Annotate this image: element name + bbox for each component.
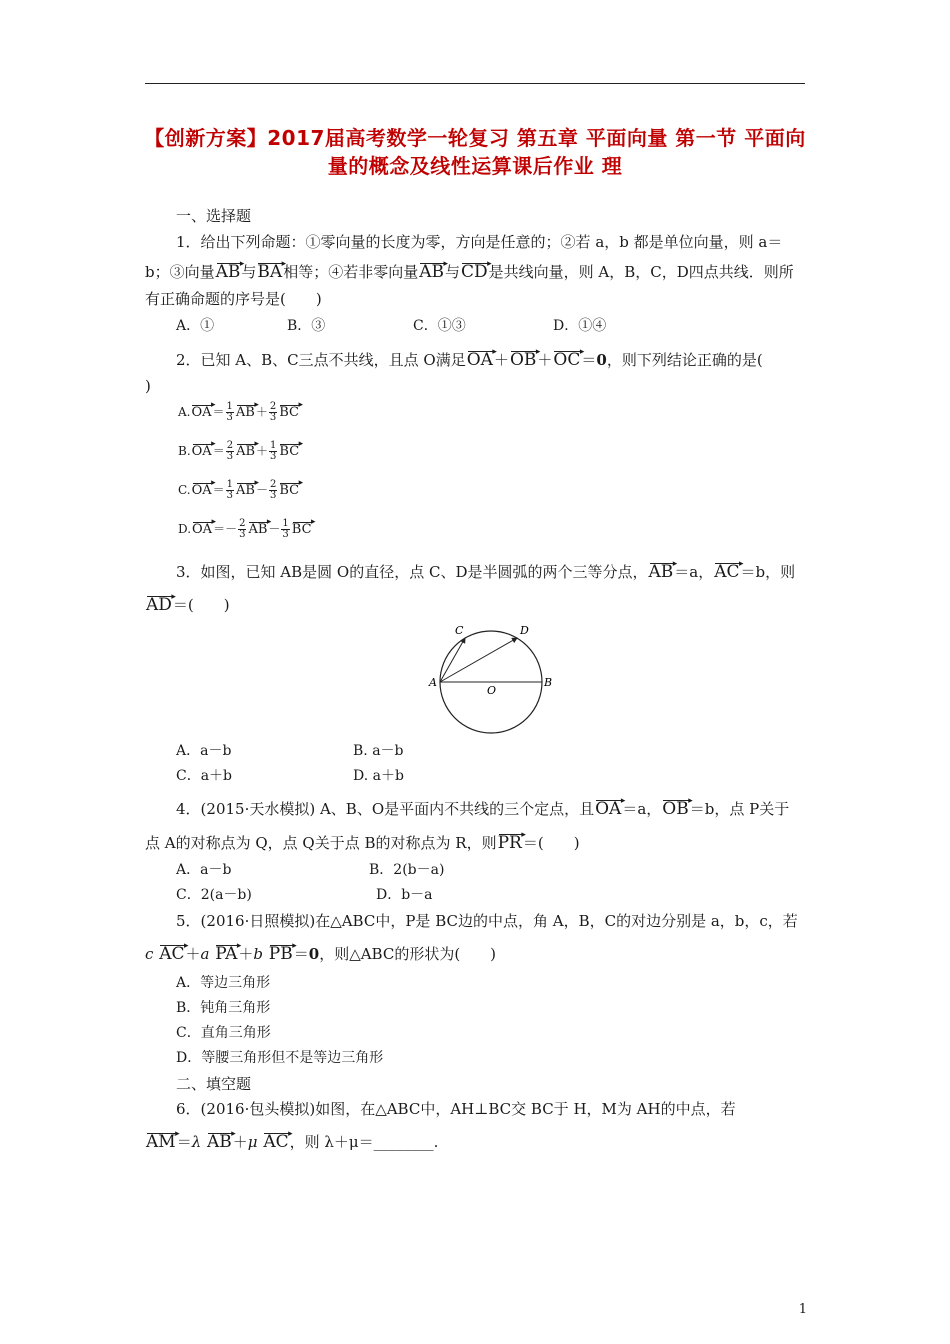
question-2-option-c: C.OA ▸＝ $\frac{1}{3}$ AB ▸－ $\frac{2}{3}$ BC ▸: [178, 480, 300, 501]
question-3-option-a: A．a－b: [176, 743, 232, 759]
circle-diagram: [425, 620, 565, 740]
question-1-option-a: A．①: [176, 318, 215, 334]
document-title: 【创新方案】2017届高考数学一轮复习 第五章 平面向量 第一节 平面向量的概念及线性运算课后作业 理: [144, 126, 806, 178]
question-1-line-1: 1．给出下列命题：①零向量的长度为零，方向是任意的；②若 a，b 都是单位向量，则 a＝: [176, 233, 783, 251]
label-b: B: [544, 676, 553, 689]
question-1-option-b: B．③: [287, 318, 326, 334]
question-3-line-1: 3．如图，已知 AB是圆 O的直径，点 C、D是半圆弧的两个三等分点，AB ▸＝a，AC ▸＝b，则: [176, 562, 795, 582]
question-2-option-d: D.OA ▸＝－ $\frac{2}{3}$ AB ▸－ $\frac{1}{3}$ BC ▸: [178, 519, 313, 540]
question-4-option-c: C．2(a－b): [176, 887, 252, 903]
question-3-option-d: D. a＋b: [353, 768, 404, 784]
question-2-line-2: ): [145, 377, 151, 395]
question-5-line-1: 5．(2016·日照模拟)在△ABC中，P是 BC边的中点，角 A，B，C的对边分别是 a，b，c，若: [176, 912, 798, 930]
label-a: A: [429, 676, 437, 689]
question-1-line-2: b；③向量AB ▸与BA ▸相等；④若非零向量AB ▸与CD ▸是共线向量，则 A，B，C，D四点共线．则所: [145, 262, 794, 282]
section-heading-fill-in: 二、填空题: [176, 1075, 252, 1093]
question-3-option-c: C．a＋b: [176, 768, 233, 784]
section-heading-choice: 一、选择题: [176, 207, 252, 225]
question-5-line-2: c AC ▸＋a PA ▸＋b PB ▸＝0，则△ABC的形状为( ): [145, 944, 496, 964]
question-4-option-d: D．b－a: [376, 887, 433, 903]
question-2-line-1: 2．已知 A、B、C三点不共线，且点 O满足OA ▸＋OB ▸＋OC ▸＝0，则下列结论正确的是(: [176, 350, 763, 370]
question-6-line-1: 6．(2016·包头模拟)如图，在△ABC中，AH⊥BC交 BC于 H，M为 AH的中点，若: [176, 1100, 736, 1118]
question-1-line-3: 有正确命题的序号是( ): [145, 290, 322, 308]
page-number: 1: [798, 1302, 807, 1317]
label-o: O: [487, 684, 497, 697]
question-2-option-a: A.OA ▸＝ $\frac{1}{3}$ AB ▸＋ $\frac{2}{3}$ BC ▸: [178, 402, 300, 423]
question-4-line-2: 点 A的对称点为 Q，点 Q关于点 B的对称点为 R，则PR ▸＝( ): [145, 833, 580, 853]
question-4-option-b: B．2(b－a): [369, 862, 445, 878]
question-2-option-b: B.OA ▸＝ $\frac{2}{3}$ AB ▸＋ $\frac{1}{3}$ BC ▸: [178, 441, 300, 462]
question-5-option-d: D．等腰三角形但不是等边三角形: [176, 1050, 384, 1066]
question-5-option-b: B．钝角三角形: [176, 1000, 271, 1016]
question-3-option-b: B. a－b: [353, 743, 404, 759]
vector-ad: [440, 638, 517, 682]
question-1-option-d: D．①④: [553, 318, 607, 334]
question-4-option-a: A．a－b: [176, 862, 232, 878]
question-6-line-2: AM ▸＝λ AB ▸＋μ AC ▸，则 λ＋μ＝________.: [145, 1132, 438, 1152]
question-4-line-1: 4．(2015·天水模拟) A、B、O是平面内不共线的三个定点，且OA ▸＝a，OB ▸＝b，点 P关于: [176, 799, 789, 819]
question-3-line-2: AD ▸＝( ): [145, 595, 230, 615]
header-rule: [145, 83, 805, 84]
question-5-option-c: C．直角三角形: [176, 1025, 271, 1041]
label-c: C: [455, 624, 464, 637]
question-1-option-c: C．①③: [413, 318, 466, 334]
label-d: D: [520, 624, 529, 637]
question-5-option-a: A．等边三角形: [176, 975, 271, 991]
